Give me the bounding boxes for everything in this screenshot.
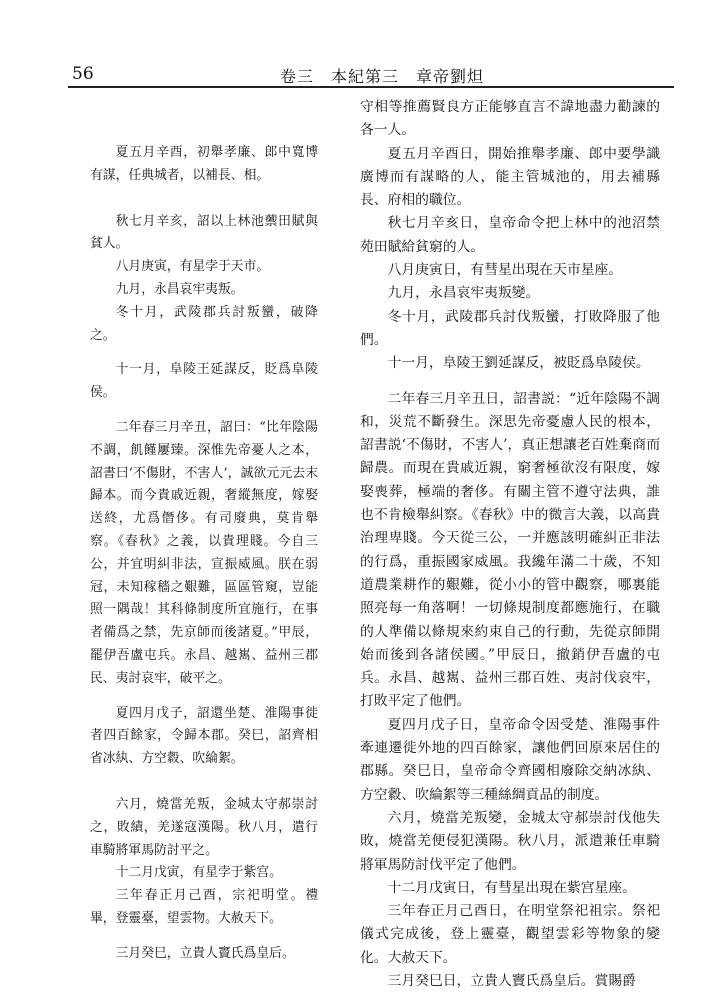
original-paragraph: 冬十月，武陵郡兵討叛蠻，破降之。 [90, 304, 318, 343]
original-paragraph: 八月庚寅，有星孛于天市。 [115, 259, 270, 275]
translation-paragraph: 六月，燒當羌叛變，金城太守郝崇討伐他失敗，燒當羌便侵犯漢陽。秋八月，派遣兼任車騎將軍馬防討伐平定了他們。 [360, 809, 660, 873]
original-paragraph: 二年春三月辛丑，詔曰：“比年陰陽不調，飢饉屢臻。深惟先帝憂人之本，詔書曰‘不傷財，不害人’，誠欲元元去末歸本。而今貴戚近親，奢縱無度，嫁娶送終，尤爲僭侈。有司廢典，莫肯舉察。《春秋》之義，以貴理賤。今自三公，并宜明糾非法，宣振威風。朕在弱冠，未知稼穡之艱難，區區管窺，豈能照一隅哉！其科條制度所宜施行，在事者備爲之禁，先京師而後諸夏。”甲辰，罷伊吾盧屯兵。永昌、越嶲、益州三郡民、夷討哀牢，破平之。 [90, 419, 318, 686]
original-paragraph: 十一月，阜陵王延謀反，貶爲阜陵侯。 [90, 362, 318, 401]
translation-paragraph: 三月癸巳日，立貴人竇氏爲皇后。賞賜爵 [387, 972, 636, 989]
original-paragraph: 秋七月辛亥，詔以上林池蘌田賦與貧人。 [90, 213, 318, 252]
original-paragraph: 夏五月辛酉，初舉孝廉、郎中寬博有謀，任典城者，以補長、相。 [90, 145, 318, 183]
page-number: 56 [72, 64, 94, 84]
translation-paragraph: 八月庚寅日，有彗星出現在天市星座。 [387, 262, 623, 279]
original-paragraph: 三月癸巳，立貴人竇氏爲皇后。 [115, 945, 295, 961]
running-title: 卷三 本紀第三 章帝劉炟 [280, 67, 485, 86]
original-paragraph: 夏四月戊子，詔還坐楚、淮陽事徙者四百餘家，令歸本郡。癸巳，詔齊相省冰紈、方空縠、吹綸絮。 [90, 705, 318, 767]
original-text-column [90, 96, 318, 966]
header-rule [68, 86, 674, 88]
original-paragraph: 九月，永昌哀牢夷叛。 [115, 281, 244, 297]
translation-paragraph: 十一月，阜陵王劉延謀反，被貶爲阜陵侯。 [387, 355, 650, 372]
translation-paragraph: 十二月戊寅日，有彗星出現在紫宫星座。 [387, 879, 636, 896]
original-paragraph: 六月，燒當羌叛，金城太守郝崇討之，敗績，羌遂寇漢陽。秋八月，遣行車騎將軍馬防討平之。 [90, 796, 318, 858]
original-paragraph: 十二月戊寅，有星孛于紫宫。 [115, 865, 282, 881]
original-paragraph: 三年春正月己酉，宗祀明堂。禮畢，登靈臺，望雲物。大赦天下。 [90, 888, 318, 926]
translation-column [360, 96, 660, 993]
translation-paragraph: 夏四月戊子日，皇帝命令因受楚、淮陽事件牽連遷徙外地的四百餘家，讓他們回原來居住的郡縣。癸巳日，皇帝命令齊國相廢除交納冰紈、方空縠、吹綸絮等三種絲綢貢品的制度。 [360, 716, 660, 803]
translation-paragraph: 二年春三月辛丑日，詔書説：“近年陰陽不調和，災荒不斷發生。深思先帝憂慮人民的根本，詔書説‘不傷財，不害人’，真正想讓老百姓棄商而歸農。而現在貴戚近親，窮奢極欲沒有限度，嫁娶喪葬，極端的奢侈。有關主管不遵守法典，誰也不肯檢舉糾察。《春秋》中的微言大義，以高貴治理卑賤。今天從三公，一并應該明確糾正非法的行爲，重振國家威風。我纔年滿二十歲，不知道農業耕作的艱難，從小小的管中觀察，哪裏能照亮每一角落啊！一切條規制度都應施行，在職的人準備以條規來約束自己的行動，先從京師開始而後到各諸侯國。”甲辰日，撤銷伊吾盧的屯兵。永昌、越嶲、益州三郡百姓、夷討伐哀牢，打敗平定了他們。 [360, 390, 660, 710]
translation-paragraph: 夏五月辛酉日，開始推舉孝廉、郎中要學識廣博而有謀略的人，能主管城池的，用去補縣長、府相的職位。 [360, 145, 660, 209]
translation-paragraph: 秋七月辛亥日，皇帝命令把上林中的池沼禁苑田賦給貧窮的人。 [360, 215, 660, 255]
translation-paragraph: 三年春正月己酉日，在明堂祭祀祖宗。祭祀儀式完成後，登上靈臺，觀望雲彩等物象的變化。大赦天下。 [360, 903, 660, 966]
page-header [0, 0, 716, 90]
translation-paragraph: 冬十月，武陵郡兵討伐叛蠻，打敗降服了他們。 [360, 308, 660, 348]
translation-paragraph: 守相等推薦賢良方正能够直言不諱地盡力勸諫的各一人。 [360, 99, 660, 139]
translation-paragraph: 九月，永昌哀牢夷叛變。 [387, 285, 540, 302]
